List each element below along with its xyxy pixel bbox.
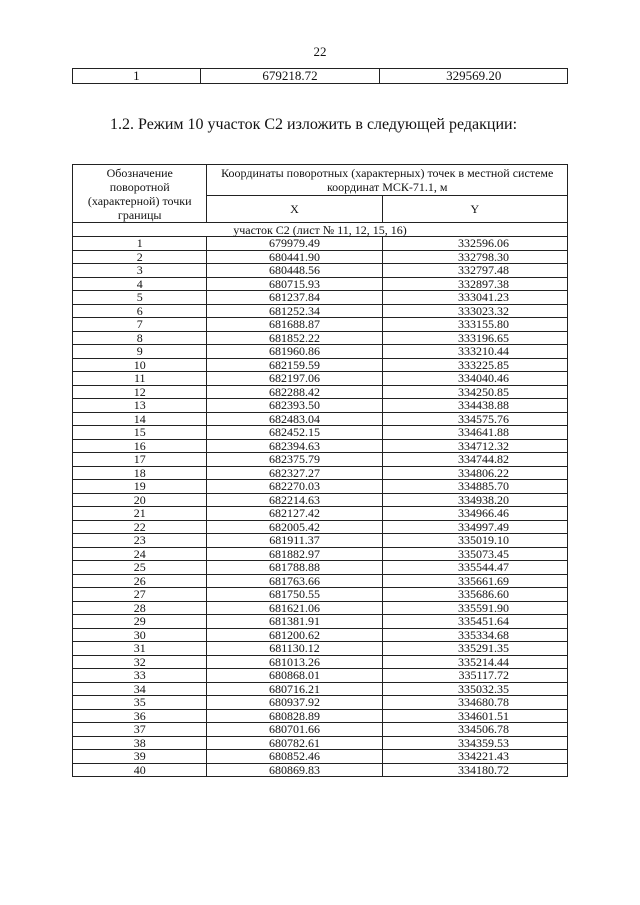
point-number: 40 xyxy=(73,763,207,777)
x-coordinate: 680716.21 xyxy=(207,682,382,696)
y-coordinate: 334250.85 xyxy=(382,385,567,399)
y-coordinate: 335117.72 xyxy=(382,669,567,683)
point-number: 32 xyxy=(73,655,207,669)
table-row xyxy=(73,466,568,480)
y-coordinate: 334180.72 xyxy=(382,763,567,777)
y-coordinate: 334885.70 xyxy=(382,480,567,494)
coordinates-table xyxy=(72,164,568,777)
table-row xyxy=(73,709,568,723)
table-row xyxy=(73,561,568,575)
point-number: 23 xyxy=(73,534,207,548)
x-coordinate: 680937.92 xyxy=(207,696,382,710)
section-label: участок С2 (лист № 11, 12, 15, 16) xyxy=(73,223,568,237)
y-coordinate: 333210.44 xyxy=(382,345,567,359)
x-coordinate: 682197.06 xyxy=(207,372,382,386)
table-row xyxy=(73,682,568,696)
x-coordinate: 680868.01 xyxy=(207,669,382,683)
table-row xyxy=(73,615,568,629)
x-coordinate: 680828.89 xyxy=(207,709,382,723)
y-coordinate: 335544.47 xyxy=(382,561,567,575)
table-row xyxy=(73,439,568,453)
y-coordinate: 334359.53 xyxy=(382,736,567,750)
x-coordinate: 681252.34 xyxy=(207,304,382,318)
point-number: 13 xyxy=(73,399,207,413)
x-coordinate: 682393.50 xyxy=(207,399,382,413)
table-row xyxy=(73,655,568,669)
point-number: 20 xyxy=(73,493,207,507)
x-coordinate: 682127.42 xyxy=(207,507,382,521)
y-coordinate: 335334.68 xyxy=(382,628,567,642)
point-number: 12 xyxy=(73,385,207,399)
y-coordinate: 333155.80 xyxy=(382,318,567,332)
table-row xyxy=(73,358,568,372)
table-row xyxy=(73,69,568,84)
x-column-header: X xyxy=(207,196,382,223)
y-coordinate: 332897.38 xyxy=(382,277,567,291)
y-coordinate: 335451.64 xyxy=(382,615,567,629)
y-coordinate: 335032.35 xyxy=(382,682,567,696)
table-row xyxy=(73,763,568,777)
x-coordinate: 682452.15 xyxy=(207,426,382,440)
y-coordinate: 334744.82 xyxy=(382,453,567,467)
point-number: 6 xyxy=(73,304,207,318)
table-row xyxy=(73,372,568,386)
table-row xyxy=(73,250,568,264)
table-row xyxy=(73,574,568,588)
y-coordinate: 333225.85 xyxy=(382,358,567,372)
x-coordinate: 681130.12 xyxy=(207,642,382,656)
y-coordinate: 335686.60 xyxy=(382,588,567,602)
y-coordinate: 334040.46 xyxy=(382,372,567,386)
x-coordinate: 681200.62 xyxy=(207,628,382,642)
table-row xyxy=(73,264,568,278)
y-coordinate: 335019.10 xyxy=(382,534,567,548)
table-row xyxy=(73,750,568,764)
table-row xyxy=(73,237,568,251)
x-coordinate: 681750.55 xyxy=(207,588,382,602)
x-coordinate: 682375.79 xyxy=(207,453,382,467)
point-number: 8 xyxy=(73,331,207,345)
y-coordinate: 334712.32 xyxy=(382,439,567,453)
x-coordinate: 682394.63 xyxy=(207,439,382,453)
x-coordinate: 679979.49 xyxy=(207,237,382,251)
x-coordinate: 682483.04 xyxy=(207,412,382,426)
point-number: 36 xyxy=(73,709,207,723)
coords-column-header: Координаты поворотных (характерных) точек в местной системе координат МСК-71.1, м xyxy=(207,165,568,196)
page-number: 22 xyxy=(313,44,327,59)
x-coordinate: 680448.56 xyxy=(207,264,382,278)
table-row xyxy=(73,412,568,426)
x-coordinate: 682288.42 xyxy=(207,385,382,399)
point-number: 31 xyxy=(73,642,207,656)
point-number: 5 xyxy=(73,291,207,305)
continuation-table xyxy=(72,68,568,84)
point-column-header: Обозначение поворотной (характерной) точки границы xyxy=(73,165,207,223)
x-coordinate: 682270.03 xyxy=(207,480,382,494)
y-coordinate: 335214.44 xyxy=(382,655,567,669)
point-number: 24 xyxy=(73,547,207,561)
table-row xyxy=(73,547,568,561)
y-coordinate: 334575.76 xyxy=(382,412,567,426)
y-coordinate: 333041.23 xyxy=(382,291,567,305)
table-row xyxy=(73,669,568,683)
table-row xyxy=(73,520,568,534)
x-coordinate: 680441.90 xyxy=(207,250,382,264)
point-number: 7 xyxy=(73,318,207,332)
y-coordinate: 335661.69 xyxy=(382,574,567,588)
table-row xyxy=(73,601,568,615)
point-number: 35 xyxy=(73,696,207,710)
x-coordinate: 682159.59 xyxy=(207,358,382,372)
table-row xyxy=(73,736,568,750)
point-number: 29 xyxy=(73,615,207,629)
y-coordinate: 335073.45 xyxy=(382,547,567,561)
y-column-header: Y xyxy=(382,196,567,223)
point-number: 2 xyxy=(73,250,207,264)
y-coordinate: 332798.30 xyxy=(382,250,567,264)
point-number: 21 xyxy=(73,507,207,521)
x-coordinate: 681882.97 xyxy=(207,547,382,561)
point-number: 18 xyxy=(73,466,207,480)
table-row xyxy=(73,723,568,737)
table-row xyxy=(73,331,568,345)
y-coordinate: 334221.43 xyxy=(382,750,567,764)
point-number: 16 xyxy=(73,439,207,453)
x-coordinate: 680852.46 xyxy=(207,750,382,764)
x-coordinate: 682214.63 xyxy=(207,493,382,507)
table-row xyxy=(73,453,568,467)
x-coordinate: 680782.61 xyxy=(207,736,382,750)
table-row xyxy=(73,507,568,521)
table-row xyxy=(73,304,568,318)
y-coordinate: 335591.90 xyxy=(382,601,567,615)
x-coordinate: 682327.27 xyxy=(207,466,382,480)
point-number: 30 xyxy=(73,628,207,642)
y-coordinate: 333196.65 xyxy=(382,331,567,345)
y-coordinate: 334506.78 xyxy=(382,723,567,737)
x-coordinate: 682005.42 xyxy=(207,520,382,534)
point-number: 17 xyxy=(73,453,207,467)
point-number: 34 xyxy=(73,682,207,696)
point-number: 39 xyxy=(73,750,207,764)
point-number: 11 xyxy=(73,372,207,386)
x-coordinate: 681013.26 xyxy=(207,655,382,669)
table-row xyxy=(73,318,568,332)
table-row xyxy=(73,399,568,413)
table-row xyxy=(73,534,568,548)
x-coordinate: 681763.66 xyxy=(207,574,382,588)
table-row xyxy=(73,493,568,507)
x-coordinate: 680715.93 xyxy=(207,277,382,291)
point-number: 10 xyxy=(73,358,207,372)
point-number: 27 xyxy=(73,588,207,602)
x-coordinate: 681237.84 xyxy=(207,291,382,305)
x-coordinate: 681960.86 xyxy=(207,345,382,359)
table-row xyxy=(73,588,568,602)
x-coordinate: 681688.87 xyxy=(207,318,382,332)
y-coordinate: 333023.32 xyxy=(382,304,567,318)
point-number: 33 xyxy=(73,669,207,683)
point-number: 1 xyxy=(73,237,207,251)
point-number: 26 xyxy=(73,574,207,588)
x-coordinate: 681788.88 xyxy=(207,561,382,575)
table-row xyxy=(73,480,568,494)
y-coordinate: 332797.48 xyxy=(382,264,567,278)
point-number: 19 xyxy=(73,480,207,494)
x-coordinate: 680869.83 xyxy=(207,763,382,777)
point-number: 15 xyxy=(73,426,207,440)
point-number: 9 xyxy=(73,345,207,359)
point-number: 22 xyxy=(73,520,207,534)
point-number: 4 xyxy=(73,277,207,291)
y-coordinate: 334806.22 xyxy=(382,466,567,480)
x-coordinate: 680701.66 xyxy=(207,723,382,737)
y-coordinate: 334680.78 xyxy=(382,696,567,710)
point-number: 37 xyxy=(73,723,207,737)
point-number: 25 xyxy=(73,561,207,575)
point-number: 1 xyxy=(73,69,201,84)
x-coordinate: 681621.06 xyxy=(207,601,382,615)
section-heading: 1.2. Режим 10 участок С2 изложить в следующей редакции: xyxy=(110,116,518,133)
table-row xyxy=(73,628,568,642)
y-coordinate: 334641.88 xyxy=(382,426,567,440)
x-coordinate: 681852.22 xyxy=(207,331,382,345)
table-row xyxy=(73,277,568,291)
table-row xyxy=(73,345,568,359)
y-coordinate: 334966.46 xyxy=(382,507,567,521)
y-coordinate: 334938.20 xyxy=(382,493,567,507)
table-row xyxy=(73,426,568,440)
table-row xyxy=(73,696,568,710)
table-row xyxy=(73,291,568,305)
x-coordinate: 681911.37 xyxy=(207,534,382,548)
y-coordinate: 335291.35 xyxy=(382,642,567,656)
y-coordinate: 334997.49 xyxy=(382,520,567,534)
y-coordinate: 329569.20 xyxy=(380,69,568,84)
y-coordinate: 334601.51 xyxy=(382,709,567,723)
table-row xyxy=(73,642,568,656)
x-coordinate: 681381.91 xyxy=(207,615,382,629)
point-number: 3 xyxy=(73,264,207,278)
y-coordinate: 334438.88 xyxy=(382,399,567,413)
y-coordinate: 332596.06 xyxy=(382,237,567,251)
point-number: 38 xyxy=(73,736,207,750)
point-number: 28 xyxy=(73,601,207,615)
x-coordinate: 679218.72 xyxy=(200,69,380,84)
table-row xyxy=(73,385,568,399)
point-number: 14 xyxy=(73,412,207,426)
